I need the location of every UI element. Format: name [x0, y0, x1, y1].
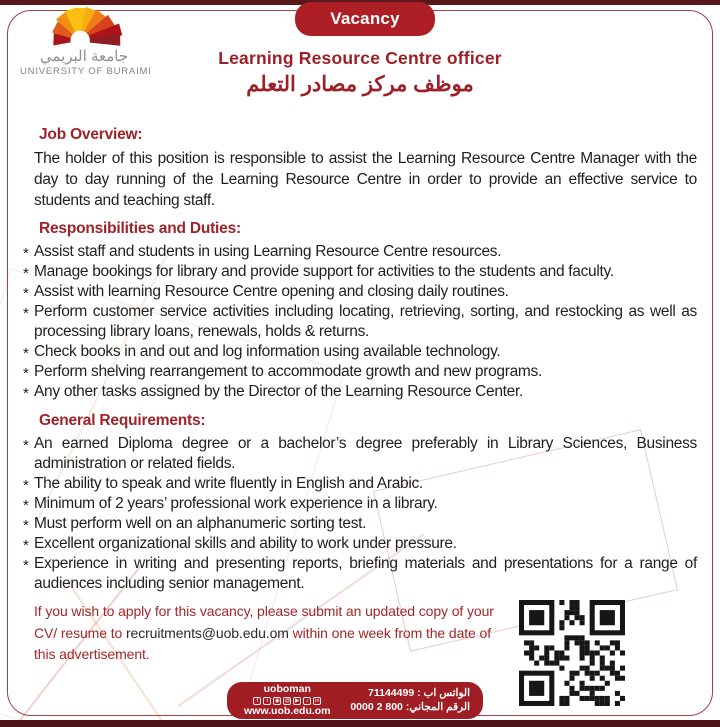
- footer-phone-block: [350, 687, 470, 714]
- social-icon[interactable]: ♪: [303, 697, 311, 705]
- job-title-english: Learning Resource Centre officer: [218, 48, 502, 68]
- bullet-asterisk: *: [23, 245, 29, 262]
- whatsapp-number: الواتس اب : 71144499: [368, 687, 470, 699]
- list-item-text: Manage bookings for library and provide support for activities to the students and faculty.: [34, 263, 614, 280]
- list-item-text: Assist staff and students in using Learning Resource Centre resources.: [34, 243, 502, 260]
- list-item: [23, 282, 697, 302]
- bullet-asterisk: *: [23, 537, 29, 554]
- section-heading-requirements: General Requirements:: [39, 412, 206, 429]
- list-item-text: Experience in writing and presenting reports, briefing materials and presentations for a range of audiences including senior management.: [34, 555, 697, 592]
- apply-text-post: within one week from the date of this advertisement.: [34, 624, 492, 662]
- list-item-text: Perform shelving rearrangement to accommodate growth and new programs.: [34, 363, 542, 380]
- list-item: [23, 262, 697, 282]
- university-logo: [20, 6, 152, 77]
- list-item-text: Any other tasks assigned by the Director of the Learning Resource Center.: [34, 383, 524, 400]
- bullet-asterisk: *: [23, 285, 29, 302]
- social-icon[interactable]: f: [253, 697, 261, 705]
- bullet-asterisk: *: [23, 497, 29, 514]
- social-icon[interactable]: ▶: [295, 697, 300, 704]
- social-icon[interactable]: t: [263, 697, 271, 705]
- list-item: [23, 342, 697, 362]
- list-item: [23, 382, 697, 402]
- bullet-asterisk: *: [23, 345, 29, 362]
- bullet-asterisk: *: [23, 265, 29, 282]
- list-item-text: Minimum of 2 years’ professional work experience in a library.: [34, 495, 438, 512]
- bullet-asterisk: *: [23, 365, 29, 382]
- bottom-border-bar: [0, 720, 720, 727]
- list-item: [23, 494, 697, 514]
- apply-text-pre: If you wish to apply for this vacancy, please submit an updated copy of your CV/ resume to: [34, 603, 494, 641]
- apply-email-address[interactable]: recruitments@uob.edu.om: [125, 624, 289, 641]
- list-item: [23, 302, 697, 342]
- logo-name-english: UNIVERSITY OF BURAIMI: [20, 66, 152, 77]
- list-item: [23, 434, 697, 474]
- list-item: [23, 474, 697, 494]
- apply-instructions: [34, 601, 504, 666]
- list-item: [23, 362, 697, 382]
- social-icon[interactable]: in: [315, 697, 320, 704]
- job-title-arabic: موظف مركز مصادر التعلم: [246, 73, 474, 96]
- tollfree-number: الرقم المجاني: 800 2 0000: [350, 700, 470, 713]
- requirements-list: [23, 434, 697, 594]
- bullet-asterisk: *: [23, 385, 29, 402]
- overview-paragraph: The holder of this position is responsible to assist the Learning Resource Centre Manager with the day to day running of the Learning Resource Centre in order to provide an effective service to students and teaching staff.: [34, 150, 697, 209]
- vacancy-banner-label: Vacancy: [330, 9, 400, 28]
- social-icon[interactable]: ◉: [274, 697, 280, 704]
- duties-list: [23, 242, 697, 402]
- uob-sunburst-icon: [42, 6, 126, 46]
- qr-code: [519, 600, 625, 706]
- bullet-asterisk: *: [23, 557, 29, 574]
- list-item-text: An earned Diploma degree or a bachelor’s degree preferably in Library Sciences, Business administration or related fields.: [34, 435, 697, 472]
- list-item: [23, 554, 697, 594]
- list-item: [23, 514, 697, 534]
- vacancy-banner: [295, 2, 435, 36]
- poster-content: [23, 126, 697, 604]
- section-heading-duties: Responsibilities and Duties:: [39, 220, 241, 237]
- website-url[interactable]: www.uob.edu.om: [244, 705, 331, 717]
- list-item-text: Excellent organizational skills and ability to work under pressure.: [34, 535, 457, 552]
- social-icons-row: [253, 697, 321, 705]
- list-item: [23, 242, 697, 262]
- list-item-text: The ability to speak and write fluently in English and Arabic.: [34, 475, 423, 492]
- list-item-text: Check books in and out and log information using available technology.: [34, 343, 501, 360]
- footer-contact-bar: [227, 682, 483, 719]
- list-item-text: Assist with learning Resource Centre opening and closing daily routines.: [34, 283, 509, 300]
- social-icon[interactable]: @: [284, 697, 291, 704]
- list-item-text: Perform customer service activities including locating, retrieving, sorting, and restocking as well as processing library loans, renewals, holds & returns.: [34, 303, 697, 340]
- job-title-block: [130, 48, 590, 97]
- social-handle: uoboman: [263, 683, 311, 695]
- bullet-asterisk: *: [23, 305, 29, 322]
- list-item-text: Must perform well on an alphanumeric sorting test.: [34, 515, 367, 532]
- list-item: [23, 534, 697, 554]
- footer-social-block: [244, 684, 331, 717]
- bullet-asterisk: *: [23, 517, 29, 534]
- bullet-asterisk: *: [23, 477, 29, 494]
- logo-name-arabic: جامعة البريمي: [39, 48, 129, 65]
- section-heading-overview: Job Overview:: [39, 126, 143, 143]
- bullet-asterisk: *: [23, 437, 29, 454]
